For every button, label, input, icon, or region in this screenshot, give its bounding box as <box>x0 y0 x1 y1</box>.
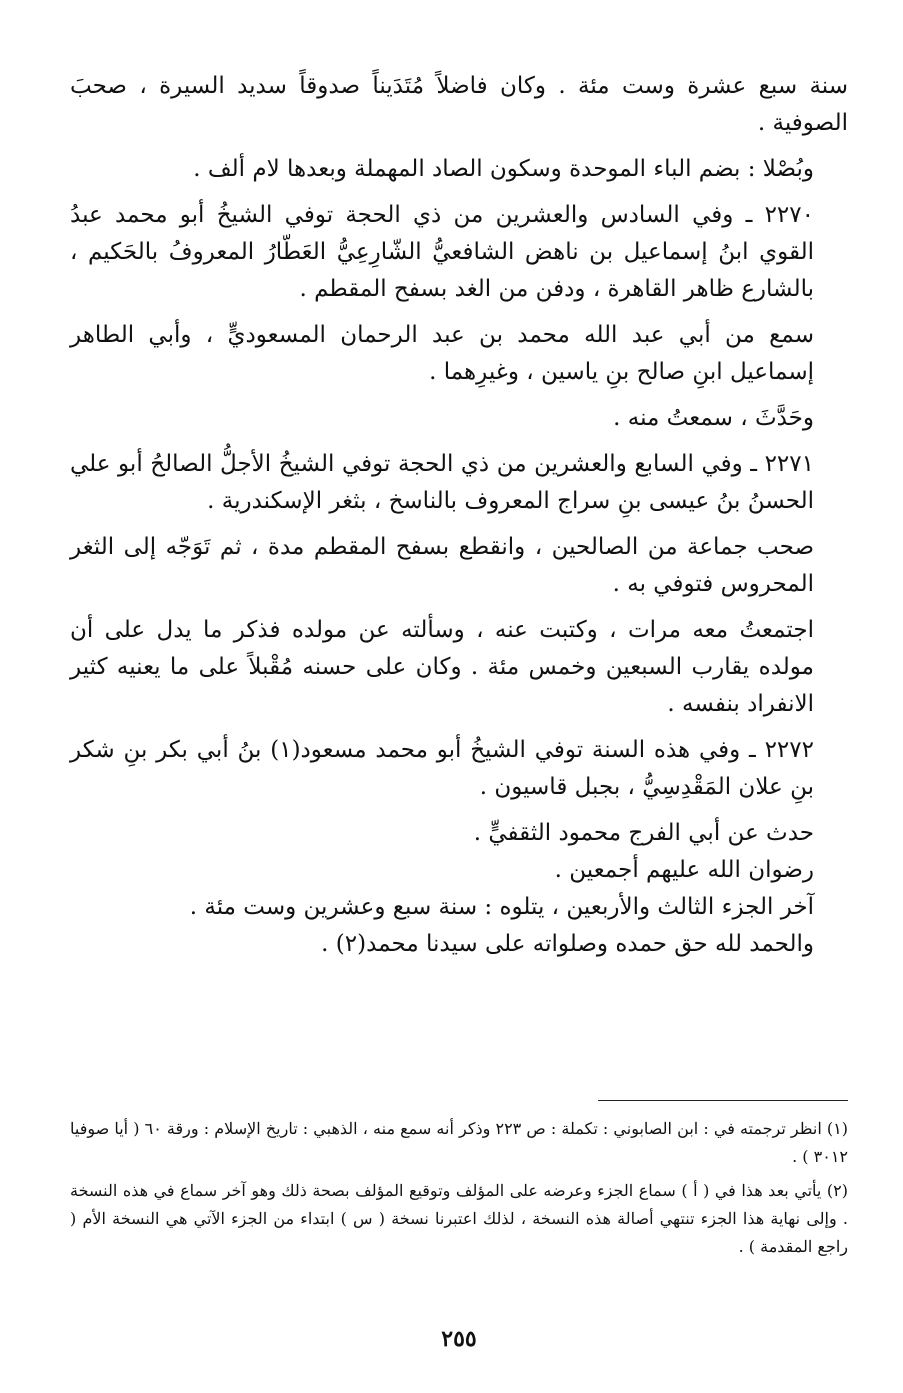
entry-2271-companions: صحب جماعة من الصالحين ، وانقطع بسفح المقطم مدة ، ثم تَوَجّه إلى الثغر المحروس فتوفي به . <box>70 534 814 597</box>
closing-blessing: رضوان الله عليهم أجمعين . <box>554 857 814 883</box>
footnote-2: (٢) يأتي بعد هذا في ( أ ) سماع الجزء وعرضه على المؤلف وتوقيع المؤلف بصحة ذلك وهو آخر سماع في هذه النسخة . وإلى نهاية هذا الجزء تنتهي أصالة هذه النسخة ، لذلك اعتبرنا نسخة ( س ) ابتداء من الجزء الآتي هي النسخة الأم ( راجع المقدمة ) . <box>70 1181 848 1256</box>
entry-2270-teachers: سمع من أبي عبد الله محمد بن عبد الرحمان المسعوديٍّ ، وأبي الطاهر إسماعيل ابنِ صالح بنِ ياسين ، وغيرِهما . <box>70 322 814 385</box>
footnotes-section <box>70 1100 848 1267</box>
entry-2271-meeting: اجتمعتُ معه مرات ، وكتبت عنه ، وسألته عن مولده فذكر ما يدل على أن مولده يقارب السبعين وخمس مئة . وكان على حسنه مُقْبلاً على ما يعنيه كثير الانفراد بنفسه . <box>70 617 814 717</box>
document-page <box>70 68 848 1378</box>
page-number: ٢٥٥ <box>441 1326 477 1352</box>
final-praise: والحمد لله حق حمده وصلواته على سيدنا محمد(٢) . <box>321 931 814 957</box>
entry-2270: ٢٢٧٠ ـ وفي السادس والعشرين من ذي الحجة توفي الشيخُ أبو محمد عبدُ القوي ابنُ إسماعيل بن ناهض الشافعيُّ الشّارِعِيُّ العَطّارُ المعروفُ بالحَكيم ، بالشارع ظاهر القاهرة ، ودفن من الغد بسفح المقطم . <box>70 202 814 302</box>
end-of-part-note: آخر الجزء الثالث والأربعين ، يتلوه : سنة سبع وعشرين وست مئة . <box>189 894 814 920</box>
entry-2272-hadith: حدث عن أبي الفرج محمود الثقفيٍّ . <box>473 820 814 846</box>
footnote-divider <box>598 1100 848 1101</box>
entry-2271: ٢٢٧١ ـ وفي السابع والعشرين من ذي الحجة توفي الشيخُ الأجلُّ الصالحُ أبو علي الحسنُ بنُ عيسى بنِ سراج المعروف بالناسخ ، بثغر الإسكندرية . <box>70 451 814 514</box>
main-text <box>70 68 848 963</box>
footnote-1: (١) انظر ترجمته في : ابن الصابوني : تكملة : ص ٢٢٣ وذكر أنه سمع منه ، الذهبي : تاريخ الإسلام : ورقة ٦٠ ( أيا صوفيا ٣٠١٢ ) . <box>70 1119 848 1166</box>
entry-2272: ٢٢٧٢ ـ وفي هذه السنة توفي الشيخُ أبو محمد مسعود(١) بنُ أبي بكر بنِ شكر بنِ علان المَقْدِسِيُّ ، بجبل قاسيون . <box>70 737 814 800</box>
paragraph-continuation: سنة سبع عشرة وست مئة . وكان فاضلاً مُتَدَيناً صدوقاً سديد السيرة ، صحبَ الصوفية . <box>70 73 848 136</box>
entry-2270-narration: وحَدَّثَ ، سمعتُ منه . <box>613 405 814 431</box>
paragraph-busla-note: وبُصْلا : بضم الباء الموحدة وسكون الصاد المهملة وبعدها لام ألف . <box>193 156 814 182</box>
